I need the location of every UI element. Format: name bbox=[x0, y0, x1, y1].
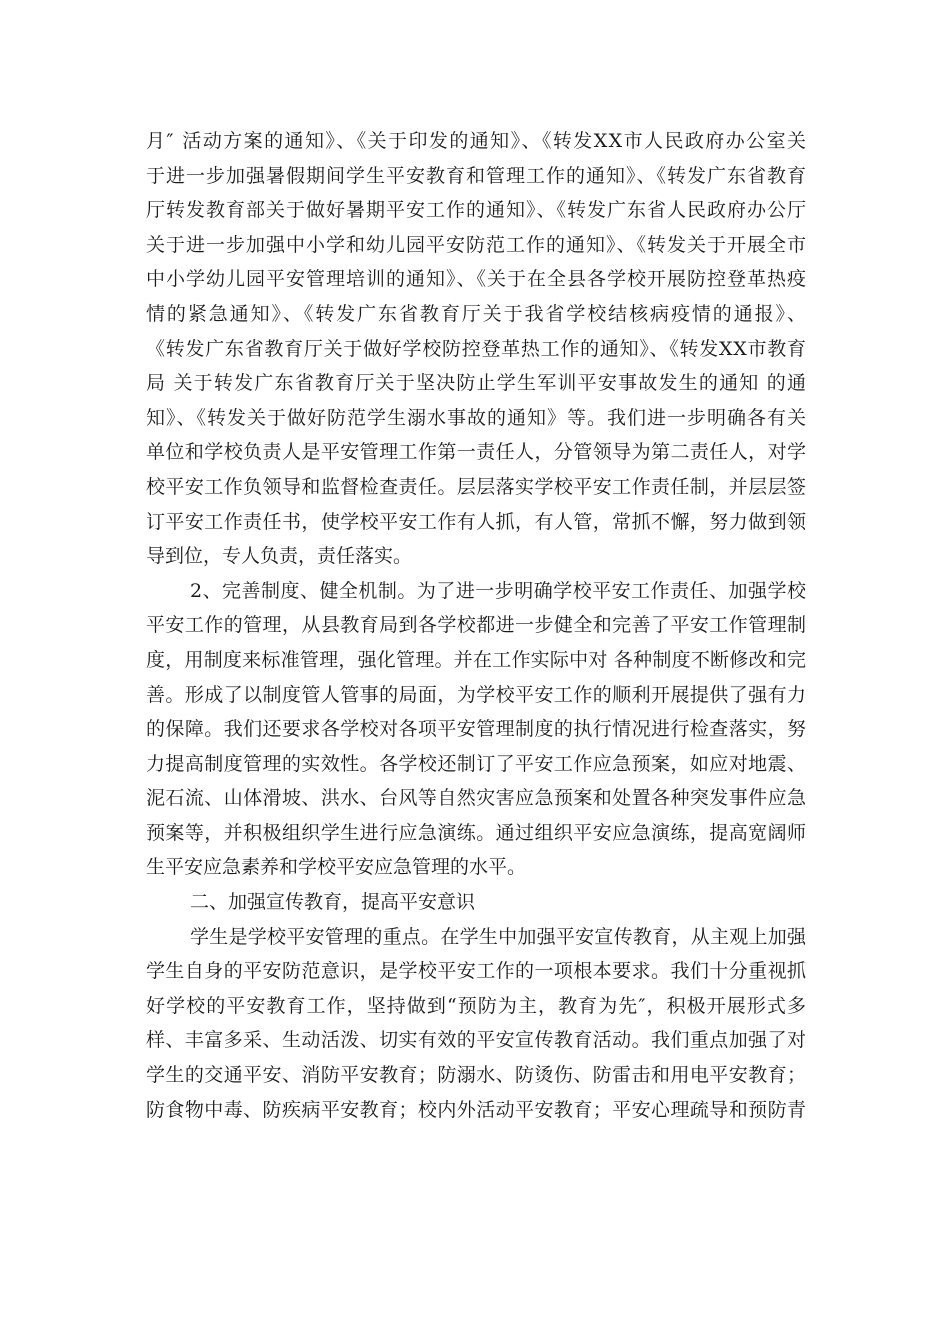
text-line: 2、完善制度、健全机制。为了进一步明确学校平安工作责任、加强学校 bbox=[190, 579, 807, 602]
text-line: 泥石流、山体滑坡、洪水、台风等自然灾害应急预案和处置各种突发事件应急 bbox=[146, 787, 807, 810]
text-line: 情的紧急通知》、《转发广东省教育厅关于我省学校结核病疫情的通报》、 bbox=[146, 302, 808, 325]
text-line: 关于进一步加强中小学和幼儿园平安防范工作的通知》、《转发关于开展全市 bbox=[146, 233, 808, 256]
text-line: 中小学幼儿园平安管理培训的通知》、《关于在全县各学校开展防控登革热疫 bbox=[146, 268, 808, 291]
text-line: 订平安工作责任书，使学校平安工作有人抓，有人管，常抓不懈，努力做到领 bbox=[146, 510, 807, 533]
text-line: 预案等，并积极组织学生进行应急演练。通过组织平安应急演练，提高宽阔师 bbox=[146, 821, 807, 844]
text-line: 二、加强宣传教育，提高平安意识 bbox=[190, 891, 476, 914]
text-line: 单位和学校负责人是平安管理工作第一责任人，分管领导为第二责任人，对学 bbox=[146, 441, 807, 464]
text-line: 善。形成了以制度管人管事的局面，为学校平安工作的顺利开展提供了强有力 bbox=[146, 683, 807, 706]
text-line: 知》、《转发关于做好防范学生溺水事故的通知》等。我们进一步明确各有关 bbox=[146, 406, 808, 429]
text-line: 学生自身的平安防范意识，是学校平安工作的一项根本要求。我们十分重视抓 bbox=[146, 960, 807, 983]
text-line: 局 关于转发广东省教育厅关于坚决防止学生军训平安事故发生的通知 的通 bbox=[146, 372, 808, 395]
text-line: 样、丰富多采、生动活泼、切实有效的平安宣传教育活动。我们重点加强了对 bbox=[146, 1029, 807, 1052]
document-body bbox=[146, 124, 806, 1127]
text-line: 学生的交通平安、消防平安教育；防溺水、防烫伤、防雷击和用电平安教育； bbox=[146, 1064, 807, 1087]
text-line: 生平安应急素养和学校平安应急管理的水平。 bbox=[146, 856, 527, 879]
text-line: 平安工作的管理，从县教育局到各学校都进一步健全和完善了平安工作管理制 bbox=[146, 614, 807, 637]
text-line: 度，用制度来标准管理，强化管理。并在工作实际中对 各种制度不断修改和完 bbox=[146, 648, 807, 671]
text-line: 力提高制度管理的实效性。各学校还制订了平安工作应急预案，如应对地震、 bbox=[146, 752, 807, 775]
text-line: 于进一步加强暑假期间学生平安教育和管理工作的通知》、《转发广东省教育 bbox=[146, 164, 808, 187]
text-line: 校平安工作负领导和监督检查责任。层层落实学校平安工作责任制，并层层签 bbox=[146, 475, 807, 498]
text-line: 《转发广东省教育厅关于做好学校防控登革热工作的通知》、《转发XX市教育 bbox=[146, 337, 807, 360]
text-line: 月″ 活动方案的通知》、《关于印发的通知》、《转发XX市人民政府办公室关 bbox=[146, 130, 808, 152]
text-line: 厅转发教育部关于做好暑期平安工作的通知》、《转发广东省人民政府办公厅 bbox=[146, 199, 808, 222]
text-line: 防食物中毒、防疾病平安教育；校内外活动平安教育；平安心理疏导和预防青 bbox=[146, 1098, 807, 1121]
text-line: 的保障。我们还要求各学校对各项平安管理制度的执行情况进行检查落实，努 bbox=[146, 718, 807, 741]
text-line: 导到位，专人负责，责任落实。 bbox=[146, 545, 413, 568]
text-line: 好学校的平安教育工作，坚持做到“预防为主，教育为先″，积极开展形式多 bbox=[146, 994, 808, 1017]
text-line: 学生是学校平安管理的重点。在学生中加强平安宣传教育，从主观上加强 bbox=[190, 925, 807, 948]
